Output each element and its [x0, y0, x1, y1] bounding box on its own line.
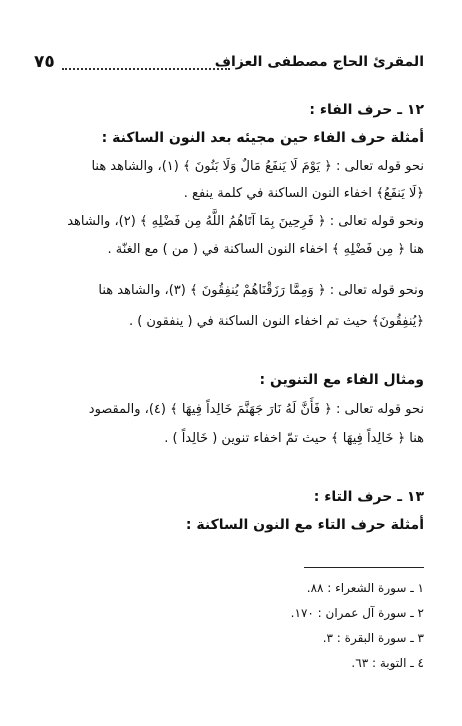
- body-line: نحو قوله تعالى : ﴿ يَوْمَ لَا يَنفَعُ مَالٌ وَلَا بَنُونَ ﴾ (١)، والشاهد هنا: [91, 159, 424, 174]
- body-line: هنا ﴿ مِن فَضْلِهِ ﴾ اخفاء النون الساكنة في ( من ) مع الغنّة .: [107, 242, 424, 257]
- body-line: نحو قوله تعالى : ﴿ فَأَنَّ لَهُ نَارَ جَهَنَّمَ خَالِداً فِيهَا ﴾ (٤)، والمقصود: [88, 402, 424, 417]
- footnote: ٣ ـ سورة البقرة : ٣.: [322, 631, 424, 645]
- subheading-faa-tanween: ومثال الفاء مع التنوين :: [259, 372, 424, 388]
- footnote: ١ ـ سورة الشعراء : ٨٨.: [306, 581, 424, 595]
- page-number: ٧٥: [34, 52, 55, 72]
- header-dotted-leader: [62, 68, 230, 70]
- body-line: ﴿يُنفِقُونَ﴾ حيث تم اخفاء النون الساكنة في ( ينفقون ) .: [128, 314, 424, 329]
- section-heading-faa: ١٢ ـ حرف الفاء :: [309, 102, 424, 118]
- body-line: ﴿لَا يَنفَعُ﴾ اخفاء النون الساكنة في كلمة ينفع .: [183, 186, 424, 201]
- running-header-title: المقرئ الحاج مصطفى العزاف: [214, 54, 424, 70]
- body-line: هنا ﴿ خَالِداً فِيهَا ﴾ حيث تمّ اخفاء تنوين ( خَالِداً ) .: [164, 431, 424, 446]
- footnote: ٢ ـ سورة آل عمران : ١٧٠.: [290, 606, 424, 620]
- body-line: ونحو قوله تعالى : ﴿ وَمِمَّا رَزَقْنَاهُمْ يُنفِقُونَ ﴾ (٣)، والشاهد هنا: [98, 283, 424, 298]
- section-heading-taa: ١٣ ـ حرف التاء :: [313, 489, 424, 505]
- subheading-taa-examples: أمثلة حرف التاء مع النون الساكنة :: [185, 517, 424, 533]
- footnote: ٤ ـ التوبة : ٦٣.: [351, 656, 424, 670]
- body-line: ونحو قوله تعالى : ﴿ فَرِحِينَ بِمَا آتَاهُمُ اللَّهُ مِن فَضْلِهِ ﴾ (٢)، والشاهد: [67, 214, 424, 229]
- footnote-separator: [304, 567, 424, 568]
- subheading-faa-examples: أمثلة حرف الفاء حين مجيئه بعد النون الساكنة :: [101, 130, 424, 146]
